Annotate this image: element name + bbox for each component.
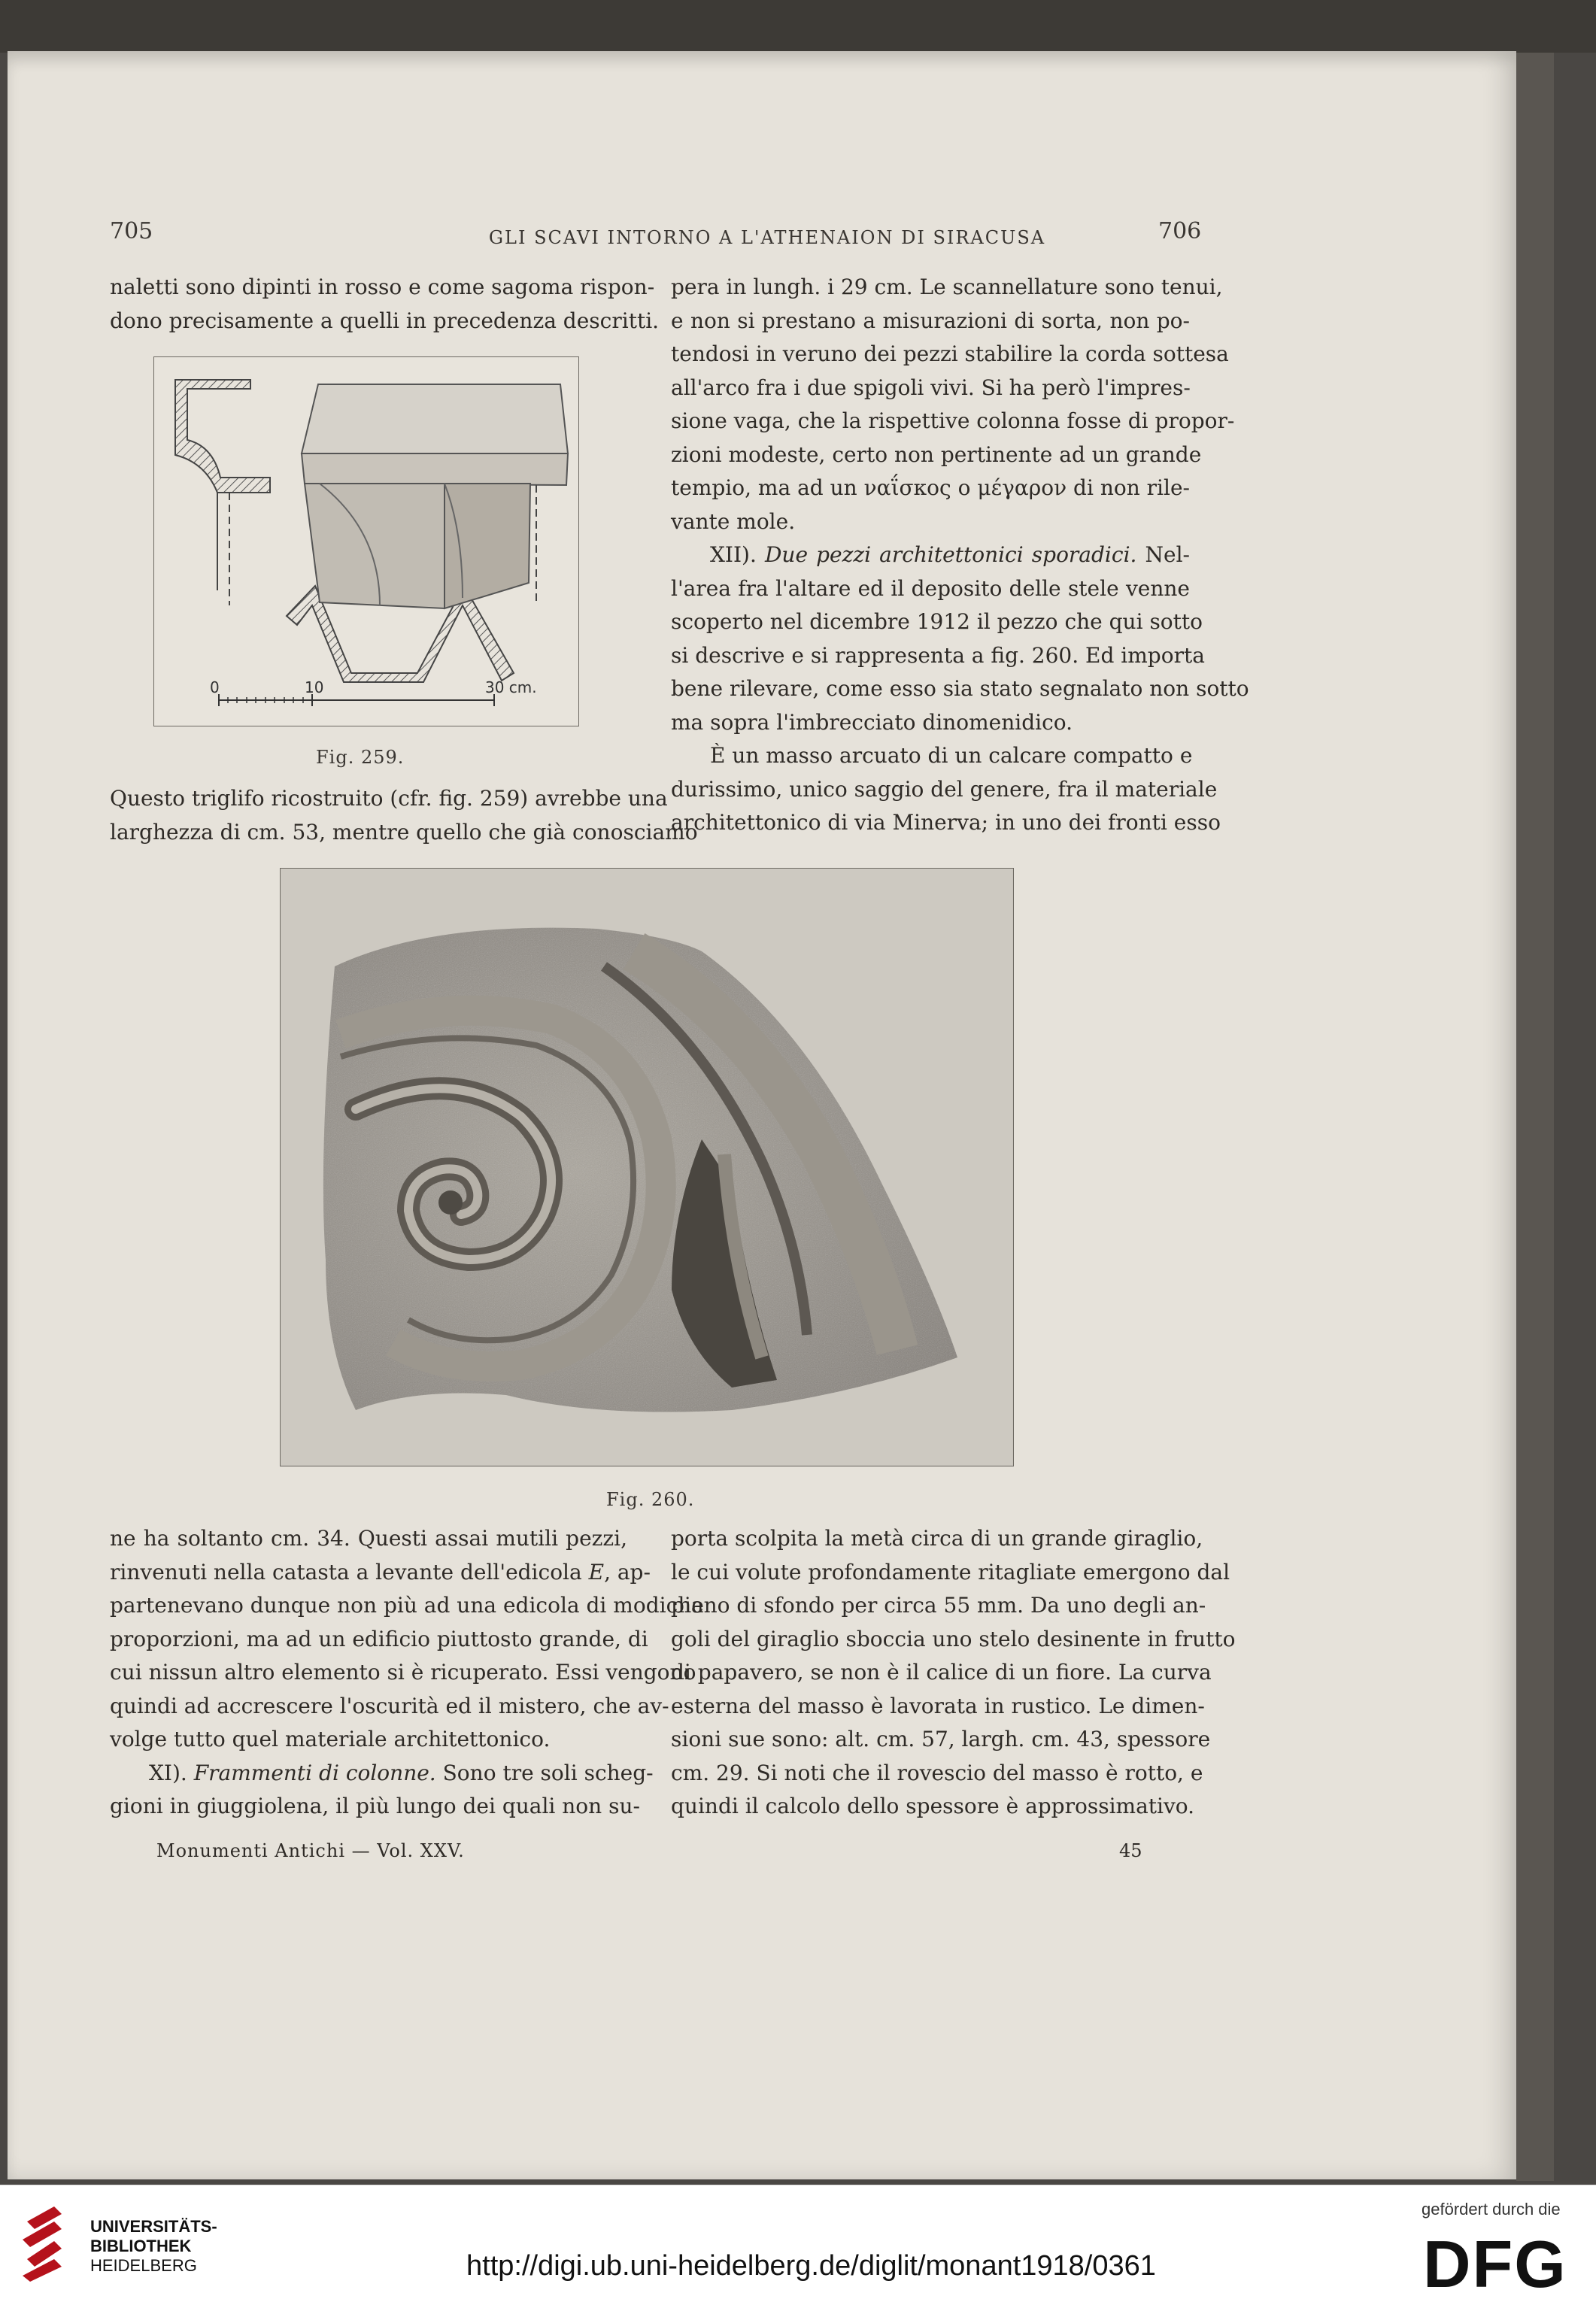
text-line: proporzioni, ma ad un edificio piuttosto grande, di (110, 1626, 648, 1651)
university-library-logo-icon (20, 2206, 69, 2282)
text-line: quindi il calcolo dello spessore è approssimativo. (671, 1794, 1195, 1818)
text-line: le cui volute profondamente ritagliate emergono dal (671, 1559, 1230, 1585)
triglyph-drawing (154, 357, 578, 725)
left-column-bottom (110, 1522, 704, 1824)
text-line: sione vaga, che la rispettive colonna fosse di propor- (671, 408, 1235, 433)
page-number-right: 706 (1158, 218, 1202, 244)
printer-signature: 45 (1119, 1840, 1142, 1861)
right-column-top (671, 271, 1249, 840)
text-line: si descrive e si rappresenta a fig. 260. Ed importa (671, 642, 1205, 668)
text-line: e non si prestano a misurazioni di sorta, non po- (671, 308, 1190, 333)
text-line: cm. 29. Si noti che il rovescio del masso è rotto, e (671, 1760, 1203, 1785)
text-line: all'arco fra i due spigoli vivi. Si ha però l'impres- (671, 375, 1191, 400)
text-line: partenevano dunque non più ad una edicola di modiche (110, 1593, 704, 1618)
figure-259-caption: Fig. 259. (316, 747, 405, 768)
text-line: porta scolpita la metà circa di un grande giraglio, (671, 1526, 1203, 1551)
scan-top-edge (0, 0, 1596, 53)
text-line: larghezza di cm. 53, mentre quello che già conosciamo (110, 819, 698, 845)
scale-label-10: 10 (305, 678, 324, 696)
text-line: Questo triglifo ricostruito (cfr. fig. 259) avrebbe una (110, 786, 668, 811)
text-line: tempio, ma ad un ναΐσκος o μέγαρον di non rile- (671, 475, 1190, 500)
left-column-top (110, 271, 660, 338)
edicola-letter: E (588, 1559, 605, 1585)
section-xi-title: Frammenti di colonne. (193, 1760, 436, 1785)
stone-fragment-photo (281, 869, 1012, 1465)
funding-label: gefördert durch die (1422, 2200, 1561, 2219)
text-line: quindi ad accrescere l'oscurità ed il mistero, che av- (110, 1693, 669, 1718)
scale-label-0: 0 (210, 678, 220, 696)
page-number-left: 705 (110, 218, 153, 244)
text-line: tendosi in veruno dei pezzi stabilire la corda sottesa (671, 341, 1229, 366)
text-line: di papavero, se non è il calice di un fiore. La curva (671, 1660, 1212, 1685)
text-line: pera in lungh. i 29 cm. Le scannellature sono tenui, (671, 274, 1223, 299)
text-line: volge tutto quel materiale architettonico. (110, 1727, 551, 1751)
permalink-url[interactable]: http://digi.ub.uni-heidelberg.de/diglit/monant1918/0361 (466, 2250, 1156, 2282)
text-line: architettonico di via Minerva; in uno dei fronti esso (671, 810, 1221, 835)
text-line: sioni sue sono: alt. cm. 57, largh. cm. 43, spessore (671, 1727, 1211, 1751)
text-line: goli del giraglio sboccia uno stelo desinente in frutto (671, 1626, 1236, 1651)
text-line: vante mole. (671, 508, 796, 534)
figure-260-photograph (280, 868, 1014, 1466)
section-xi-heading: XI). Frammenti di colonne. Sono tre soli scheg- (149, 1760, 654, 1785)
text-line: durissimo, unico saggio del genere, fra il materiale (671, 776, 1218, 802)
left-column-after-figure (110, 782, 698, 849)
text-line: È un masso arcuato di un calcare compatto e (710, 743, 1193, 768)
scale-label-30: 30 cm. (485, 678, 537, 696)
running-title: GLI SCAVI INTORNO A L'ATHENAION DI SIRACUSA (488, 227, 1046, 248)
text-line: zioni modeste, certo non pertinente ad un grande (671, 441, 1202, 467)
text-line: rinvenuti nella catasta a levante dell'edicola E, ap- (110, 1559, 651, 1585)
right-column-bottom (671, 1522, 1236, 1824)
text-line: ne ha soltanto cm. 34. Questi assai mutili pezzi, (110, 1526, 627, 1551)
section-xii-heading: XII). Due pezzi architettonici sporadici. Nel- (710, 542, 1190, 567)
figure-259-drawing (153, 356, 579, 726)
text-line: naletti sono dipinti in rosso e come sagoma rispon- (110, 274, 655, 299)
text-line: cui nissun altro elemento si è ricuperato. Essi vengono (110, 1660, 696, 1685)
library-bar (0, 2185, 1596, 2305)
text-line: dono precisamente a quelli in precedenza descritti. (110, 308, 660, 333)
library-name: UNIVERSITÄTS- BIBLIOTHEK HEIDELBERG (90, 2217, 217, 2275)
text-line: scoperto nel dicembre 1912 il pezzo che qui sotto (671, 609, 1203, 634)
text-line: bene rilevare, come esso sia stato segnalato non sotto (671, 676, 1249, 701)
page-rim (1516, 53, 1554, 2181)
text-line: esterna del masso è lavorata in rustico. Le dimen- (671, 1693, 1205, 1718)
figure-260-caption: Fig. 260. (606, 1489, 695, 1510)
dfg-logo: DFG (1423, 2227, 1567, 2301)
section-xii-title: Due pezzi architettonici sporadici. (764, 542, 1137, 567)
text-line: ma sopra l'imbrecciato dinomenidico. (671, 709, 1073, 735)
text-line: piano di sfondo per circa 55 mm. Da uno degli an- (671, 1593, 1206, 1618)
text-line: gioni in giuggiolena, il più lungo dei quali non su- (110, 1794, 640, 1818)
text-line: l'area fra l'altare ed il deposito delle stele venne (671, 575, 1190, 601)
journal-footer: Monumenti Antichi — Vol. XXV. (156, 1840, 465, 1861)
